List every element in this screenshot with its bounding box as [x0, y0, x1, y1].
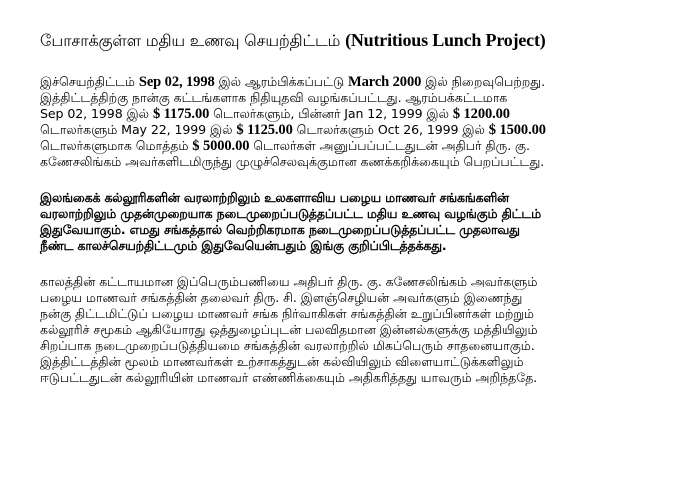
paragraph-acknowledgement [40, 274, 670, 386]
text-run: டொலர்கள் அனுப்பப்பட்டதுடன் அதிபர் திரு. கு. [249, 138, 530, 153]
text-line [40, 74, 670, 90]
title-tamil: போசாக்குள்ள மதிய உணவு செயற்திட்டம் [40, 31, 341, 50]
text-line: சிறப்பாக நடைமுறைப்படுத்தியமை சங்கத்தின் வரலாற்றில் மிகப்பெரும் சாதனையாகும். [40, 338, 535, 353]
text-line: இதுவேயாகும். எமது சங்கத்தால் வெற்றிகரமாக நடைமுறைப்படுத்தப்பட்ட முதலாவது [40, 222, 520, 237]
text-line: கல்லூரிச் சமூகம் ஆகியோரது ஒத்துழைப்புடன் பலவிதமான இன்னல்களுக்கு மத்தியிலும் [40, 322, 538, 337]
text-run: டொலர்களும், பின்னர் Jan 12, 1999 இல் [209, 106, 453, 121]
text-line [40, 106, 670, 122]
text-line [40, 138, 670, 154]
text-run: இச்செயற்திட்டம் [40, 74, 139, 89]
text-run: டொலர்களுமாக மொத்தம் [40, 138, 193, 153]
text-line: வரலாற்றிலும் முதன்முறையாக நடைமுறைப்படுத்தப்பட்ட மதிய உணவு வழங்கும் திட்டம் [40, 206, 542, 221]
text-run: இல் ஆரம்பிக்கப்பட்டு [214, 74, 349, 89]
text-line: நீண்ட காலச்செயற்திட்டமும் இதுவேயென்பதும் இங்கு குறிப்பிடத்தக்கது. [40, 238, 447, 253]
text-run: டொலர்களும் May 22, 1999 இல் [40, 122, 237, 137]
start-date: Sep 02, 1998 [138, 74, 215, 90]
total-amount: $ 5000.00 [192, 138, 250, 154]
text-run: இல் நிறைவுபெற்றது. [421, 74, 545, 89]
document-page [40, 30, 670, 406]
title-english: (Nutritious Lunch Project) [345, 30, 546, 50]
amount-1: $ 1175.00 [152, 106, 210, 122]
text-run: Sep 02, 1998 இல் [40, 106, 153, 121]
text-line: கணேசலிங்கம் அவர்களிடமிருந்து முழுச்செலவுக்குமான கணக்கறிக்கையும் பெறப்பட்டது. [40, 154, 545, 169]
end-date: March 2000 [348, 74, 422, 90]
amount-2: $ 1200.00 [452, 106, 510, 122]
document-title [40, 30, 670, 52]
text-line: ஈடுபட்டதுடன் கல்லூரியின் மாணவர் எண்ணிக்கையும் அதிகரித்தது யாவரும் அறிந்ததே. [40, 370, 538, 385]
text-line: இத்திட்டத்திற்கு நான்கு கட்டங்களாக நிதியுதவி வழங்கப்பட்டது. ஆரம்பக்கட்டமாக [40, 90, 508, 105]
text-line: இலங்கைக் கல்லூரிகளின் வரலாற்றிலும் உலகளாவிய பழைய மாணவர் சங்கங்களின் [40, 190, 509, 205]
text-run: டொலர்களும் Oct 26, 1999 இல் [292, 122, 489, 137]
paragraph-history [40, 190, 670, 254]
paragraph-funding [40, 74, 670, 170]
text-line: பழைய மாணவர் சங்கத்தின் தலைவர் திரு. சி. இளஞ்செழியன் அவர்களும் இணைந்து [40, 290, 523, 305]
text-line: காலத்தின் கட்டாயமான இப்பெரும்பணியை அதிபர் திரு. கு. கணேசலிங்கம் அவர்களும் [40, 274, 538, 289]
text-line: நன்கு திட்டமிட்டுப் பழைய மாணவர் சங்க நிர்வாகிகள் சங்கத்தின் உறுப்பினர்கள் மற்றும் [40, 306, 534, 321]
amount-3: $ 1125.00 [236, 122, 293, 138]
amount-4: $ 1500.00 [488, 122, 546, 138]
text-line: இத்திட்டத்தின் மூலம் மாணவர்கள் உற்சாகத்துடன் கல்வியிலும் விளையாட்டுக்களிலும் [40, 354, 524, 369]
text-line [40, 122, 670, 138]
